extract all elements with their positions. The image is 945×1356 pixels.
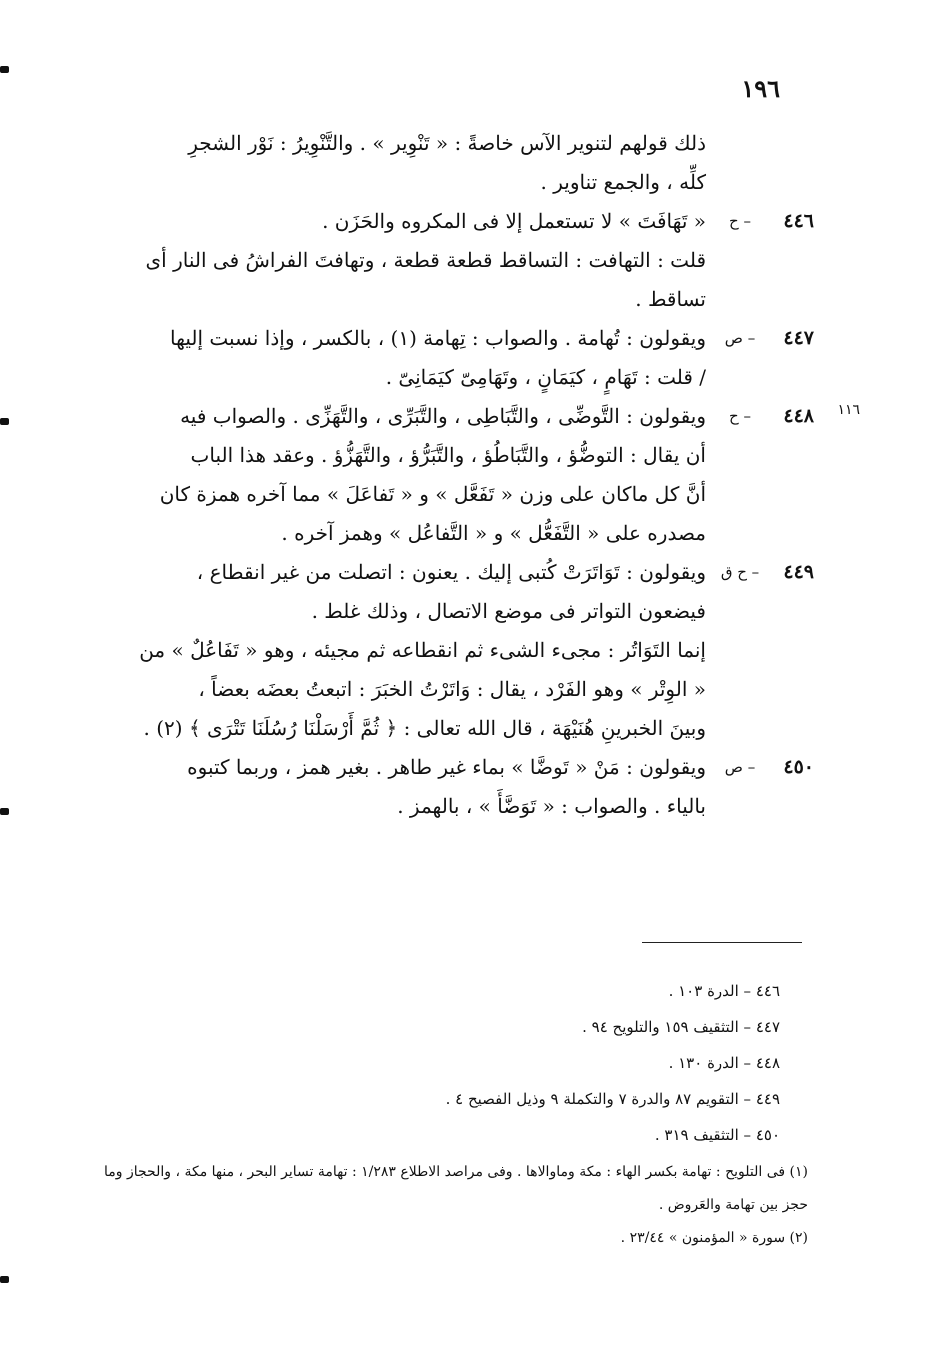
- margin-reference: ١١٦: [837, 402, 860, 418]
- text-line: بالياء . والصواب : « تَوَضَّأَ » ، بالهمز .: [397, 794, 706, 818]
- text-line: أن يقال : التوضُّؤ ، والتَّبَاطُؤ ، والتَّبَرُّؤ ، والتَّهَزُّؤ . وعقد هذا الباب: [190, 443, 706, 467]
- entry-source-code: – ح ق: [720, 563, 760, 581]
- footnote: (٢) سورة « المؤمنون » ٢٣/٤٤ .: [620, 1230, 808, 1246]
- entry: [104, 202, 814, 319]
- entry-number: ٤٤٩: [783, 561, 814, 583]
- text-line: « تَهَافَتَ » لا تستعمل إلا فى المكروه والحَزَن .: [322, 209, 706, 233]
- text-line: « الوِتْر » وهو الفَرْد ، يقال : وَاتَرْتُ الخبَرَ : اتبعتُ بعضَه بعضاً ،: [198, 677, 706, 701]
- body-text: [104, 124, 814, 826]
- footnote: (١) فى التلويح : تهامة بكسر الهاء : مكة وماوالاها . وفى مراصد الاطلاع ١/٢٨٣ : تهامة تساير البحر ، منها مكة ، والحجاز وما حجز بين تهامة والعَروض .: [104, 1164, 808, 1213]
- text-line: قلت : التهافت : التساقط قطعة قطعة ، وتهافتَ الفراشُ فى النار أى: [145, 248, 706, 272]
- entry-source-code: – ص: [724, 329, 756, 347]
- text-line: إنما التَوَاتُر : مجىء الشىء ثم انقطاعه ثم مجيئه ، وهو « تَفَاعُلٌ » من: [139, 638, 706, 662]
- entry-number: ٤٤٦: [783, 210, 814, 232]
- entry-number: ٤٥٠: [783, 756, 814, 778]
- text-line: كلِّه ، والجمع تناوير .: [540, 170, 706, 194]
- scan-edge-mark: [0, 808, 9, 815]
- text-line: ويقولون : تَوَاتَرَتْ كُتبى إليك . يعنون : اتصلت من غير انقطاع ،: [196, 560, 706, 584]
- source-reference-line: ٤٤٦ – الدرة ١٠٣ .: [668, 982, 780, 1000]
- entry-source-code: – ح: [729, 212, 751, 230]
- entry: [104, 319, 814, 397]
- entry: [104, 748, 814, 826]
- footnote-divider: [642, 942, 802, 943]
- footnotes: [104, 1156, 808, 1255]
- text-line: / قلت : تَهَامٍ ، كيَمَانٍ ، وتَهَامِىّ كيَمَانِىّ .: [385, 365, 706, 389]
- entry-number: ٤٤٧: [783, 327, 814, 349]
- source-reference-line: ٤٤٧ – التثقيف ١٥٩ والتلويح ٩٤ .: [582, 1018, 780, 1036]
- entry: [104, 397, 814, 553]
- text-line: فيضعون التواتر فى موضع الاتصال ، وذلك غلط .: [311, 599, 706, 623]
- text-line: وبينَ الخبرينِ هُنَيْهَة ، قال الله تعالى : ﴿ ثُمَّ أَرْسَلْنَا رُسُلَنَا تَتْرَى ﴾ (٢) .: [143, 716, 706, 740]
- entry: [104, 124, 706, 202]
- source-reference-line: ٤٤٩ – التقويم ٨٧ والدرة ٧ والتكملة ٩ وذيل الفصيح ٤ .: [445, 1090, 780, 1108]
- source-reference-line: ٤٤٨ – الدرة ١٣٠ .: [668, 1054, 780, 1072]
- scan-edge-mark: [0, 418, 9, 425]
- text-line: ويقولون : تُهامة . والصواب : تِهامة (١) ، بالكسر ، وإذا نسبت إليها: [170, 326, 706, 350]
- text-line: ذلك قولهم لتنوير الآس خاصةً : « تَنْوِير » . والتَّنْوِيرُ : نَوْر الشجرِ: [188, 131, 706, 155]
- scan-edge-mark: [0, 1276, 9, 1283]
- entry: [104, 553, 814, 748]
- entry-number: ٤٤٨: [783, 405, 814, 427]
- page-number: ١٩٦: [741, 74, 780, 103]
- text-line: ويقولون : التَّوضِّى ، والتَّبَاطِى ، والتَّبَرِّى ، والتَّهَزِّى . والصواب فيه: [180, 404, 706, 428]
- entry-source-code: – ح: [729, 407, 751, 425]
- text-line: مصدره على « التَّفَعُّل » و « التَّفاعُل » وهمز آخره .: [281, 521, 706, 545]
- text-line: تساقط .: [635, 287, 706, 311]
- text-line: أنَّ كل ماكان على وزن « تَفَعَّل » و « تَفاعَلَ » مما آخره همزة كان: [159, 482, 706, 506]
- source-reference-line: ٤٥٠ – التثقيف ٣١٩ .: [654, 1126, 780, 1144]
- text-line: ويقولون : مَنْ « تَوضَّا » بماء غير طاهر . بغير همز ، وربما كتبوه: [187, 755, 706, 779]
- scan-edge-mark: [0, 66, 9, 73]
- entry-source-code: – ص: [724, 758, 756, 776]
- source-references: [250, 973, 780, 1153]
